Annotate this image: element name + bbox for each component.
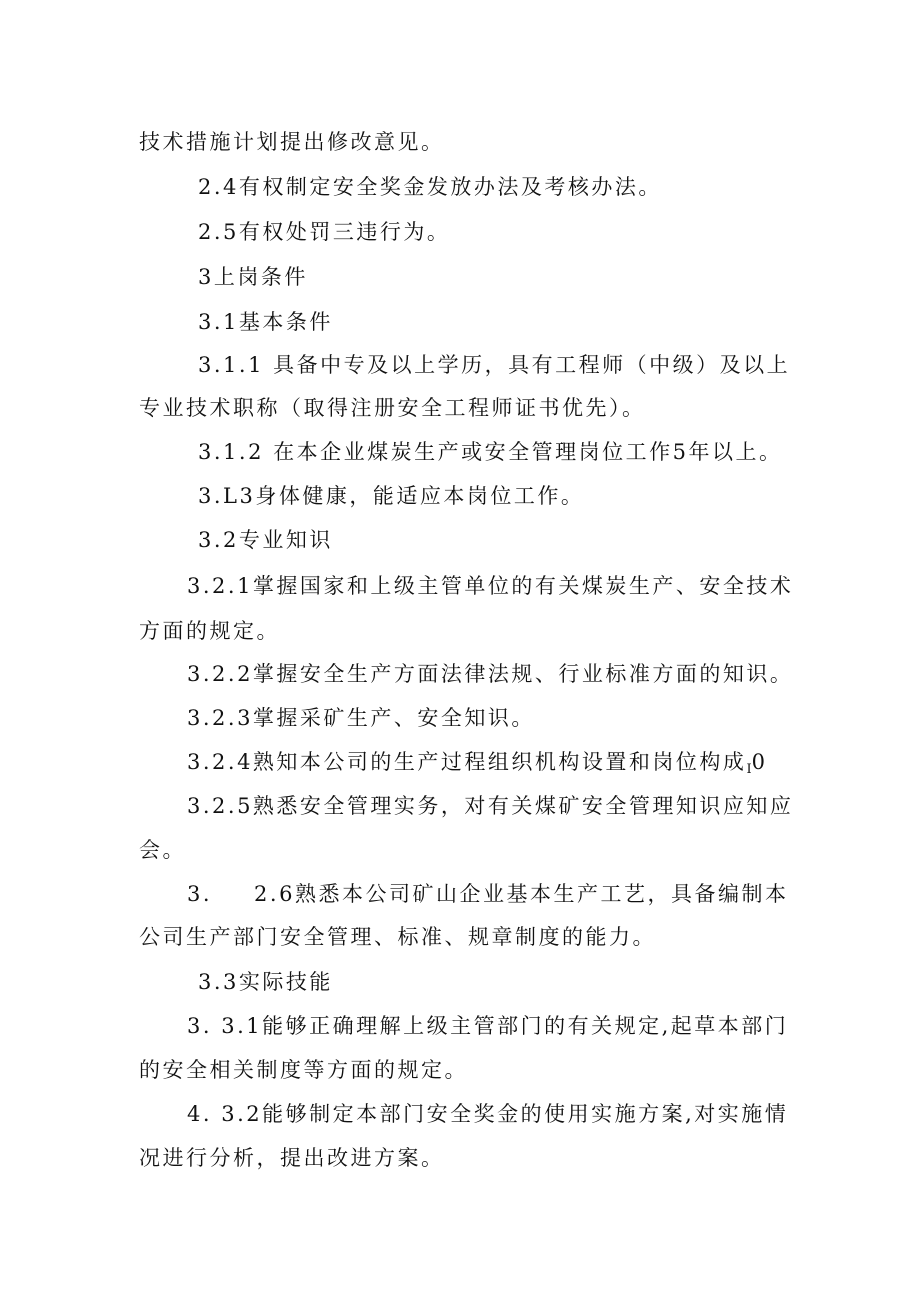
text-line: 专业技术职称（取得注册安全工程师证书优先）。 [139,396,646,420]
text-line: 技术措施计划提出修改意见。 [139,130,445,154]
text-line: 3.2.1掌握国家和上级主管单位的有关煤炭生产、安全技术 [187,574,794,598]
text-line: 2.4有权制定安全奖金发放办法及考核办法。 [198,175,662,199]
ocr-artifact-subscript: I [746,762,752,777]
text-line: 3.2.2掌握安全生产方面法律法规、行业标准方面的知识。 [187,662,794,686]
text-line: 3.1.2 在本企业煤炭生产或安全管理岗位工作5年以上。 [198,440,783,464]
text-line [187,747,765,781]
text-line: 3.2.5熟悉安全管理实务，对有关煤矿安全管理知识应知应 [187,794,794,818]
text-line: 4. 3.2能够制定本部门安全奖金的使用实施方案,对实施情 [187,1102,789,1126]
subsection-heading: 3.2专业知识 [198,528,333,552]
text-line: 3.2.3掌握采矿生产、安全知识。 [187,706,535,730]
text-line: 的安全相关制度等方面的规定。 [139,1058,468,1082]
text-line: 3. 3.1能够正确理解上级主管部门的有关规定,起草本部门 [187,1014,789,1038]
text-line: 会。 [139,838,186,862]
text-line: 况进行分析，提出改进方案。 [139,1146,445,1170]
text-line: 方面的规定。 [139,619,280,643]
text-line: 3.1.1 具备中专及以上学历，具有工程师（中级）及以上 [198,353,791,377]
text-line [187,879,788,909]
subsection-heading: 3.3实际技能 [198,970,333,994]
section-heading: 3上岗条件 [198,265,308,289]
text-segment: 3. [187,882,213,906]
subsection-heading: 3.1基本条件 [198,310,333,334]
text-segment: 3.2.4熟知本公司的生产过程组织机构设置和岗位构成 [187,750,747,774]
text-line: 2.5有权处罚三违行为。 [198,220,451,244]
text-line: 3.L3身体健康，能适应本岗位工作。 [198,484,585,508]
text-line: 公司生产部门安全管理、标准、规章制度的能力。 [139,925,656,949]
text-segment: 2.6熟悉本公司矿山企业基本生产工艺，具备编制本 [254,882,789,906]
ocr-artifact-tail: 0 [751,750,765,774]
